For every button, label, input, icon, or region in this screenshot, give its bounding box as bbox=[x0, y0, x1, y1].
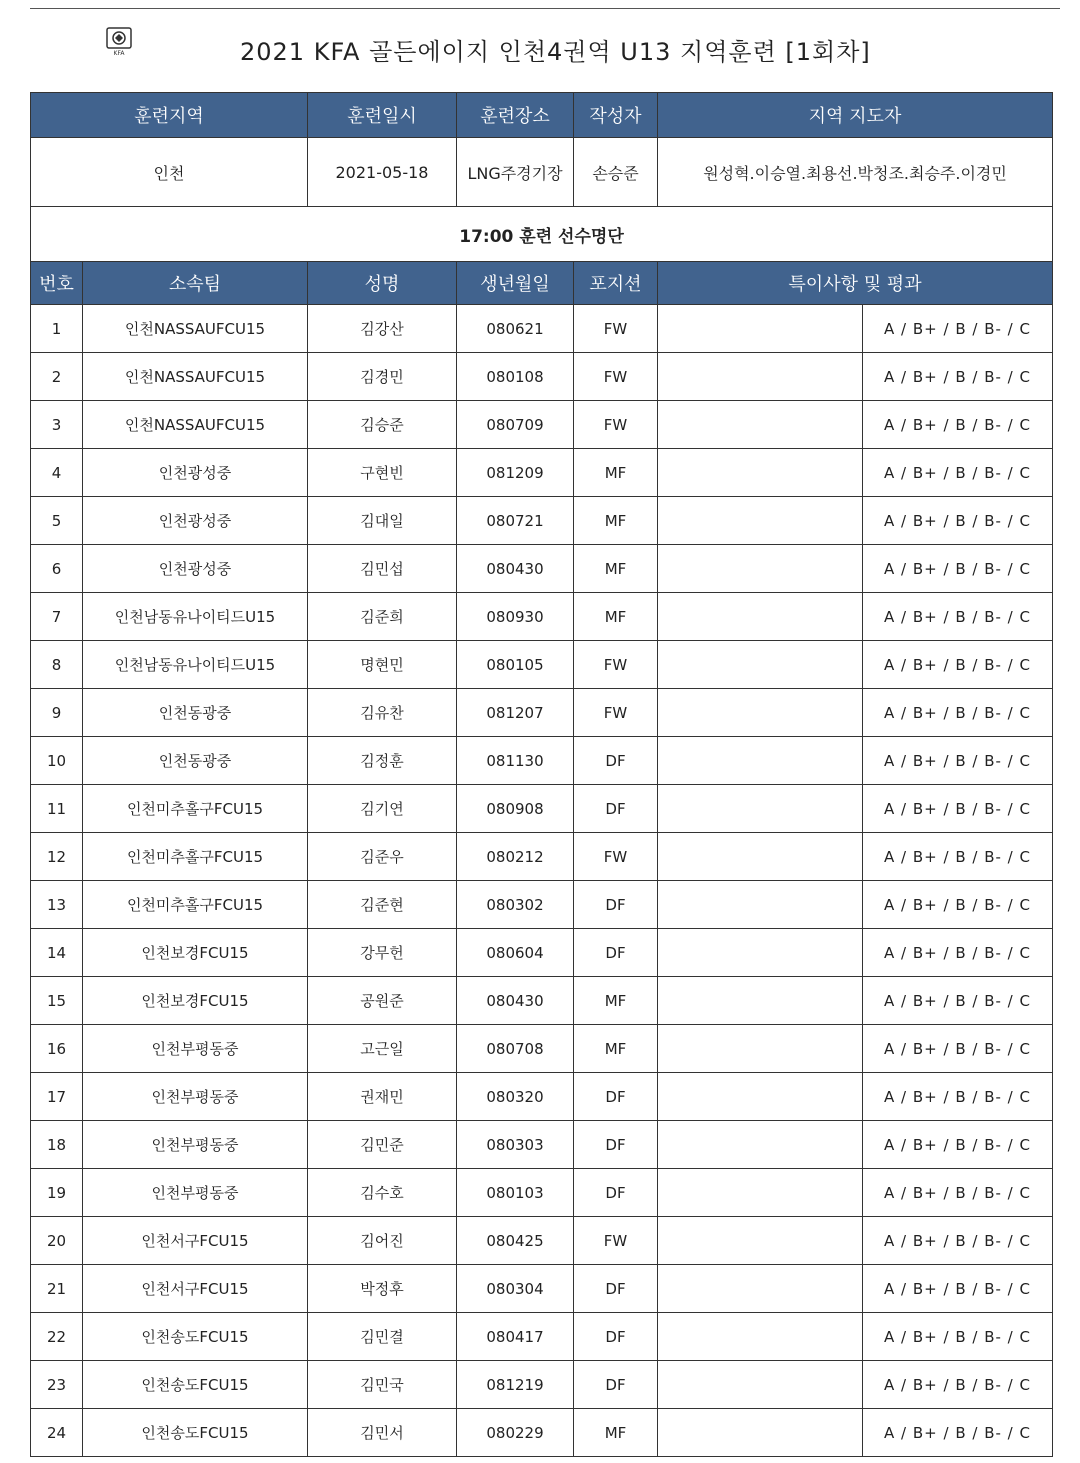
player-birth: 080303 bbox=[457, 1121, 574, 1169]
player-position: DF bbox=[574, 881, 658, 929]
svg-text:KFA: KFA bbox=[113, 50, 125, 56]
header-date: 훈련일시 bbox=[308, 93, 457, 138]
player-grade[interactable]: A / B+ / B / B- / C bbox=[863, 1121, 1053, 1169]
player-team: 인천광성중 bbox=[83, 545, 308, 593]
player-position: DF bbox=[574, 1265, 658, 1313]
header-coaches: 지역 지도자 bbox=[658, 93, 1053, 138]
player-name: 강무헌 bbox=[308, 929, 457, 977]
player-note[interactable] bbox=[658, 689, 863, 737]
player-position: DF bbox=[574, 929, 658, 977]
player-position: MF bbox=[574, 449, 658, 497]
roster-table bbox=[30, 92, 1053, 1457]
table-row bbox=[31, 545, 1053, 593]
player-no: 6 bbox=[31, 545, 83, 593]
player-name: 김경민 bbox=[308, 353, 457, 401]
player-position: FW bbox=[574, 305, 658, 353]
player-team: 인천NASSAUFCU15 bbox=[83, 353, 308, 401]
player-name: 김준희 bbox=[308, 593, 457, 641]
player-grade[interactable]: A / B+ / B / B- / C bbox=[863, 1217, 1053, 1265]
player-note[interactable] bbox=[658, 785, 863, 833]
player-team: 인천부평동중 bbox=[83, 1169, 308, 1217]
player-position: FW bbox=[574, 401, 658, 449]
player-no: 20 bbox=[31, 1217, 83, 1265]
table-row bbox=[31, 641, 1053, 689]
column-header-row bbox=[31, 262, 1053, 305]
player-birth: 081219 bbox=[457, 1361, 574, 1409]
player-team: 인천남동유나이티드U15 bbox=[83, 641, 308, 689]
player-birth: 080212 bbox=[457, 833, 574, 881]
player-note[interactable] bbox=[658, 1313, 863, 1361]
player-grade[interactable]: A / B+ / B / B- / C bbox=[863, 353, 1053, 401]
player-position: MF bbox=[574, 593, 658, 641]
player-grade[interactable]: A / B+ / B / B- / C bbox=[863, 545, 1053, 593]
column-notes: 특이사항 및 평과 bbox=[658, 262, 1053, 305]
player-grade[interactable]: A / B+ / B / B- / C bbox=[863, 1073, 1053, 1121]
player-team: 인천남동유나이티드U15 bbox=[83, 593, 308, 641]
player-grade[interactable]: A / B+ / B / B- / C bbox=[863, 497, 1053, 545]
player-birth: 080708 bbox=[457, 1025, 574, 1073]
table-row bbox=[31, 1073, 1053, 1121]
player-name: 명현민 bbox=[308, 641, 457, 689]
player-no: 17 bbox=[31, 1073, 83, 1121]
player-team: 인천NASSAUFCU15 bbox=[83, 305, 308, 353]
player-team: 인천미추홀구FCU15 bbox=[83, 785, 308, 833]
player-team: 인천서구FCU15 bbox=[83, 1217, 308, 1265]
player-name: 권재민 bbox=[308, 1073, 457, 1121]
player-birth: 080320 bbox=[457, 1073, 574, 1121]
table-row bbox=[31, 881, 1053, 929]
player-no: 13 bbox=[31, 881, 83, 929]
player-birth: 080721 bbox=[457, 497, 574, 545]
table-row bbox=[31, 449, 1053, 497]
top-rule bbox=[30, 8, 1060, 9]
player-position: MF bbox=[574, 545, 658, 593]
player-no: 23 bbox=[31, 1361, 83, 1409]
header-venue: 훈련장소 bbox=[457, 93, 574, 138]
player-no: 9 bbox=[31, 689, 83, 737]
player-note[interactable] bbox=[658, 929, 863, 977]
player-no: 8 bbox=[31, 641, 83, 689]
player-position: MF bbox=[574, 497, 658, 545]
player-name: 김대일 bbox=[308, 497, 457, 545]
player-position: DF bbox=[574, 1169, 658, 1217]
column-birth: 생년월일 bbox=[457, 262, 574, 305]
player-grade[interactable]: A / B+ / B / B- / C bbox=[863, 785, 1053, 833]
player-note[interactable] bbox=[658, 305, 863, 353]
player-team: 인천보경FCU15 bbox=[83, 929, 308, 977]
player-name: 김민준 bbox=[308, 1121, 457, 1169]
player-no: 18 bbox=[31, 1121, 83, 1169]
player-name: 김기연 bbox=[308, 785, 457, 833]
table-row bbox=[31, 1169, 1053, 1217]
player-no: 14 bbox=[31, 929, 83, 977]
player-position: DF bbox=[574, 785, 658, 833]
player-team: 인천광성중 bbox=[83, 497, 308, 545]
table-row bbox=[31, 401, 1053, 449]
table-row bbox=[31, 929, 1053, 977]
player-name: 박정후 bbox=[308, 1265, 457, 1313]
player-team: 인천동광중 bbox=[83, 737, 308, 785]
player-position: FW bbox=[574, 833, 658, 881]
player-name: 공원준 bbox=[308, 977, 457, 1025]
player-note[interactable] bbox=[658, 1025, 863, 1073]
player-position: FW bbox=[574, 641, 658, 689]
player-grade[interactable]: A / B+ / B / B- / C bbox=[863, 305, 1053, 353]
player-grade[interactable]: A / B+ / B / B- / C bbox=[863, 1025, 1053, 1073]
table-row bbox=[31, 1121, 1053, 1169]
player-no: 4 bbox=[31, 449, 83, 497]
table-row bbox=[31, 1265, 1053, 1313]
player-name: 김정훈 bbox=[308, 737, 457, 785]
table-row bbox=[31, 737, 1053, 785]
player-birth: 080417 bbox=[457, 1313, 574, 1361]
player-note[interactable] bbox=[658, 977, 863, 1025]
column-team: 소속팀 bbox=[83, 262, 308, 305]
player-birth: 080302 bbox=[457, 881, 574, 929]
player-birth: 080604 bbox=[457, 929, 574, 977]
player-no: 21 bbox=[31, 1265, 83, 1313]
player-note[interactable] bbox=[658, 737, 863, 785]
player-birth: 081207 bbox=[457, 689, 574, 737]
info-header-row bbox=[31, 93, 1053, 138]
player-no: 2 bbox=[31, 353, 83, 401]
player-team: 인천송도FCU15 bbox=[83, 1313, 308, 1361]
player-team: 인천보경FCU15 bbox=[83, 977, 308, 1025]
player-no: 5 bbox=[31, 497, 83, 545]
table-row bbox=[31, 1217, 1053, 1265]
player-name: 김승준 bbox=[308, 401, 457, 449]
player-note[interactable] bbox=[658, 1409, 863, 1457]
player-name: 김민결 bbox=[308, 1313, 457, 1361]
table-row bbox=[31, 353, 1053, 401]
player-birth: 080108 bbox=[457, 353, 574, 401]
player-grade[interactable]: A / B+ / B / B- / C bbox=[863, 1313, 1053, 1361]
player-birth: 080425 bbox=[457, 1217, 574, 1265]
player-birth: 081130 bbox=[457, 737, 574, 785]
player-note[interactable] bbox=[658, 641, 863, 689]
player-grade[interactable]: A / B+ / B / B- / C bbox=[863, 689, 1053, 737]
kfa-logo-icon bbox=[104, 26, 134, 56]
player-team: 인천부평동중 bbox=[83, 1121, 308, 1169]
player-grade[interactable]: A / B+ / B / B- / C bbox=[863, 401, 1053, 449]
player-no: 1 bbox=[31, 305, 83, 353]
player-note[interactable] bbox=[658, 401, 863, 449]
header-author: 작성자 bbox=[574, 93, 658, 138]
player-no: 22 bbox=[31, 1313, 83, 1361]
session-row bbox=[31, 207, 1053, 262]
player-note[interactable] bbox=[658, 497, 863, 545]
player-no: 19 bbox=[31, 1169, 83, 1217]
player-position: DF bbox=[574, 1073, 658, 1121]
info-row bbox=[31, 138, 1053, 207]
player-position: MF bbox=[574, 1409, 658, 1457]
player-note[interactable] bbox=[658, 1217, 863, 1265]
player-team: 인천부평동중 bbox=[83, 1073, 308, 1121]
player-note[interactable] bbox=[658, 593, 863, 641]
column-position: 포지션 bbox=[574, 262, 658, 305]
player-team: 인천NASSAUFCU15 bbox=[83, 401, 308, 449]
info-venue: LNG주경기장 bbox=[457, 138, 574, 207]
player-name: 김수호 bbox=[308, 1169, 457, 1217]
table-row bbox=[31, 1313, 1053, 1361]
info-region: 인천 bbox=[31, 138, 308, 207]
table-row bbox=[31, 1025, 1053, 1073]
player-team: 인천미추홀구FCU15 bbox=[83, 833, 308, 881]
player-birth: 080930 bbox=[457, 593, 574, 641]
player-no: 16 bbox=[31, 1025, 83, 1073]
info-coaches: 원성혁.이승열.최용선.박청조.최승주.이경민 bbox=[658, 138, 1053, 207]
player-name: 김유찬 bbox=[308, 689, 457, 737]
player-grade[interactable]: A / B+ / B / B- / C bbox=[863, 977, 1053, 1025]
player-no: 12 bbox=[31, 833, 83, 881]
player-no: 3 bbox=[31, 401, 83, 449]
player-note[interactable] bbox=[658, 833, 863, 881]
player-name: 구현빈 bbox=[308, 449, 457, 497]
player-birth: 080709 bbox=[457, 401, 574, 449]
player-team: 인천부평동중 bbox=[83, 1025, 308, 1073]
player-birth: 080229 bbox=[457, 1409, 574, 1457]
player-no: 10 bbox=[31, 737, 83, 785]
player-position: DF bbox=[574, 1121, 658, 1169]
player-grade[interactable]: A / B+ / B / B- / C bbox=[863, 641, 1053, 689]
player-position: DF bbox=[574, 1313, 658, 1361]
player-team: 인천미추홀구FCU15 bbox=[83, 881, 308, 929]
player-note[interactable] bbox=[658, 1265, 863, 1313]
player-note[interactable] bbox=[658, 1361, 863, 1409]
player-team: 인천송도FCU15 bbox=[83, 1409, 308, 1457]
player-position: FW bbox=[574, 689, 658, 737]
table-row bbox=[31, 1409, 1053, 1457]
player-grade[interactable]: A / B+ / B / B- / C bbox=[863, 737, 1053, 785]
player-name: 김민섭 bbox=[308, 545, 457, 593]
player-grade[interactable]: A / B+ / B / B- / C bbox=[863, 833, 1053, 881]
info-date: 2021-05-18 bbox=[308, 138, 457, 207]
player-birth: 081209 bbox=[457, 449, 574, 497]
player-position: FW bbox=[574, 353, 658, 401]
table-row bbox=[31, 593, 1053, 641]
document-header bbox=[40, 26, 1060, 76]
player-position: FW bbox=[574, 1217, 658, 1265]
info-author: 손승준 bbox=[574, 138, 658, 207]
player-team: 인천동광중 bbox=[83, 689, 308, 737]
player-birth: 080430 bbox=[457, 977, 574, 1025]
player-name: 김준현 bbox=[308, 881, 457, 929]
header-region: 훈련지역 bbox=[31, 93, 308, 138]
player-name: 김민국 bbox=[308, 1361, 457, 1409]
player-position: MF bbox=[574, 1025, 658, 1073]
player-birth: 080304 bbox=[457, 1265, 574, 1313]
player-team: 인천광성중 bbox=[83, 449, 308, 497]
player-note[interactable] bbox=[658, 881, 863, 929]
player-note[interactable] bbox=[658, 353, 863, 401]
player-note[interactable] bbox=[658, 545, 863, 593]
table-row bbox=[31, 1361, 1053, 1409]
player-grade[interactable]: A / B+ / B / B- / C bbox=[863, 1409, 1053, 1457]
table-row bbox=[31, 497, 1053, 545]
column-name: 성명 bbox=[308, 262, 457, 305]
player-note[interactable] bbox=[658, 1121, 863, 1169]
player-note[interactable] bbox=[658, 1169, 863, 1217]
player-grade[interactable]: A / B+ / B / B- / C bbox=[863, 881, 1053, 929]
player-name: 김민서 bbox=[308, 1409, 457, 1457]
player-birth: 080430 bbox=[457, 545, 574, 593]
player-grade[interactable]: A / B+ / B / B- / C bbox=[863, 1361, 1053, 1409]
player-birth: 080908 bbox=[457, 785, 574, 833]
document-title: 2021 KFA 골든에이지 인천4권역 U13 지역훈련 [1회차] bbox=[240, 38, 871, 66]
player-name: 김어진 bbox=[308, 1217, 457, 1265]
player-grade[interactable]: A / B+ / B / B- / C bbox=[863, 1169, 1053, 1217]
player-grade[interactable]: A / B+ / B / B- / C bbox=[863, 593, 1053, 641]
player-position: MF bbox=[574, 977, 658, 1025]
player-birth: 080621 bbox=[457, 305, 574, 353]
player-birth: 080105 bbox=[457, 641, 574, 689]
table-row bbox=[31, 689, 1053, 737]
player-grade[interactable]: A / B+ / B / B- / C bbox=[863, 449, 1053, 497]
player-no: 24 bbox=[31, 1409, 83, 1457]
player-grade[interactable]: A / B+ / B / B- / C bbox=[863, 929, 1053, 977]
player-position: DF bbox=[574, 737, 658, 785]
player-team: 인천송도FCU15 bbox=[83, 1361, 308, 1409]
table-row bbox=[31, 305, 1053, 353]
table-row bbox=[31, 977, 1053, 1025]
player-no: 11 bbox=[31, 785, 83, 833]
player-team: 인천서구FCU15 bbox=[83, 1265, 308, 1313]
player-note[interactable] bbox=[658, 449, 863, 497]
player-name: 고근일 bbox=[308, 1025, 457, 1073]
player-birth: 080103 bbox=[457, 1169, 574, 1217]
session-title: 17:00 훈련 선수명단 bbox=[31, 207, 1053, 262]
column-no: 번호 bbox=[31, 262, 83, 305]
player-grade[interactable]: A / B+ / B / B- / C bbox=[863, 1265, 1053, 1313]
player-name: 김강산 bbox=[308, 305, 457, 353]
player-no: 15 bbox=[31, 977, 83, 1025]
player-note[interactable] bbox=[658, 1073, 863, 1121]
table-row bbox=[31, 833, 1053, 881]
player-name: 김준우 bbox=[308, 833, 457, 881]
table-row bbox=[31, 785, 1053, 833]
player-no: 7 bbox=[31, 593, 83, 641]
player-position: DF bbox=[574, 1361, 658, 1409]
